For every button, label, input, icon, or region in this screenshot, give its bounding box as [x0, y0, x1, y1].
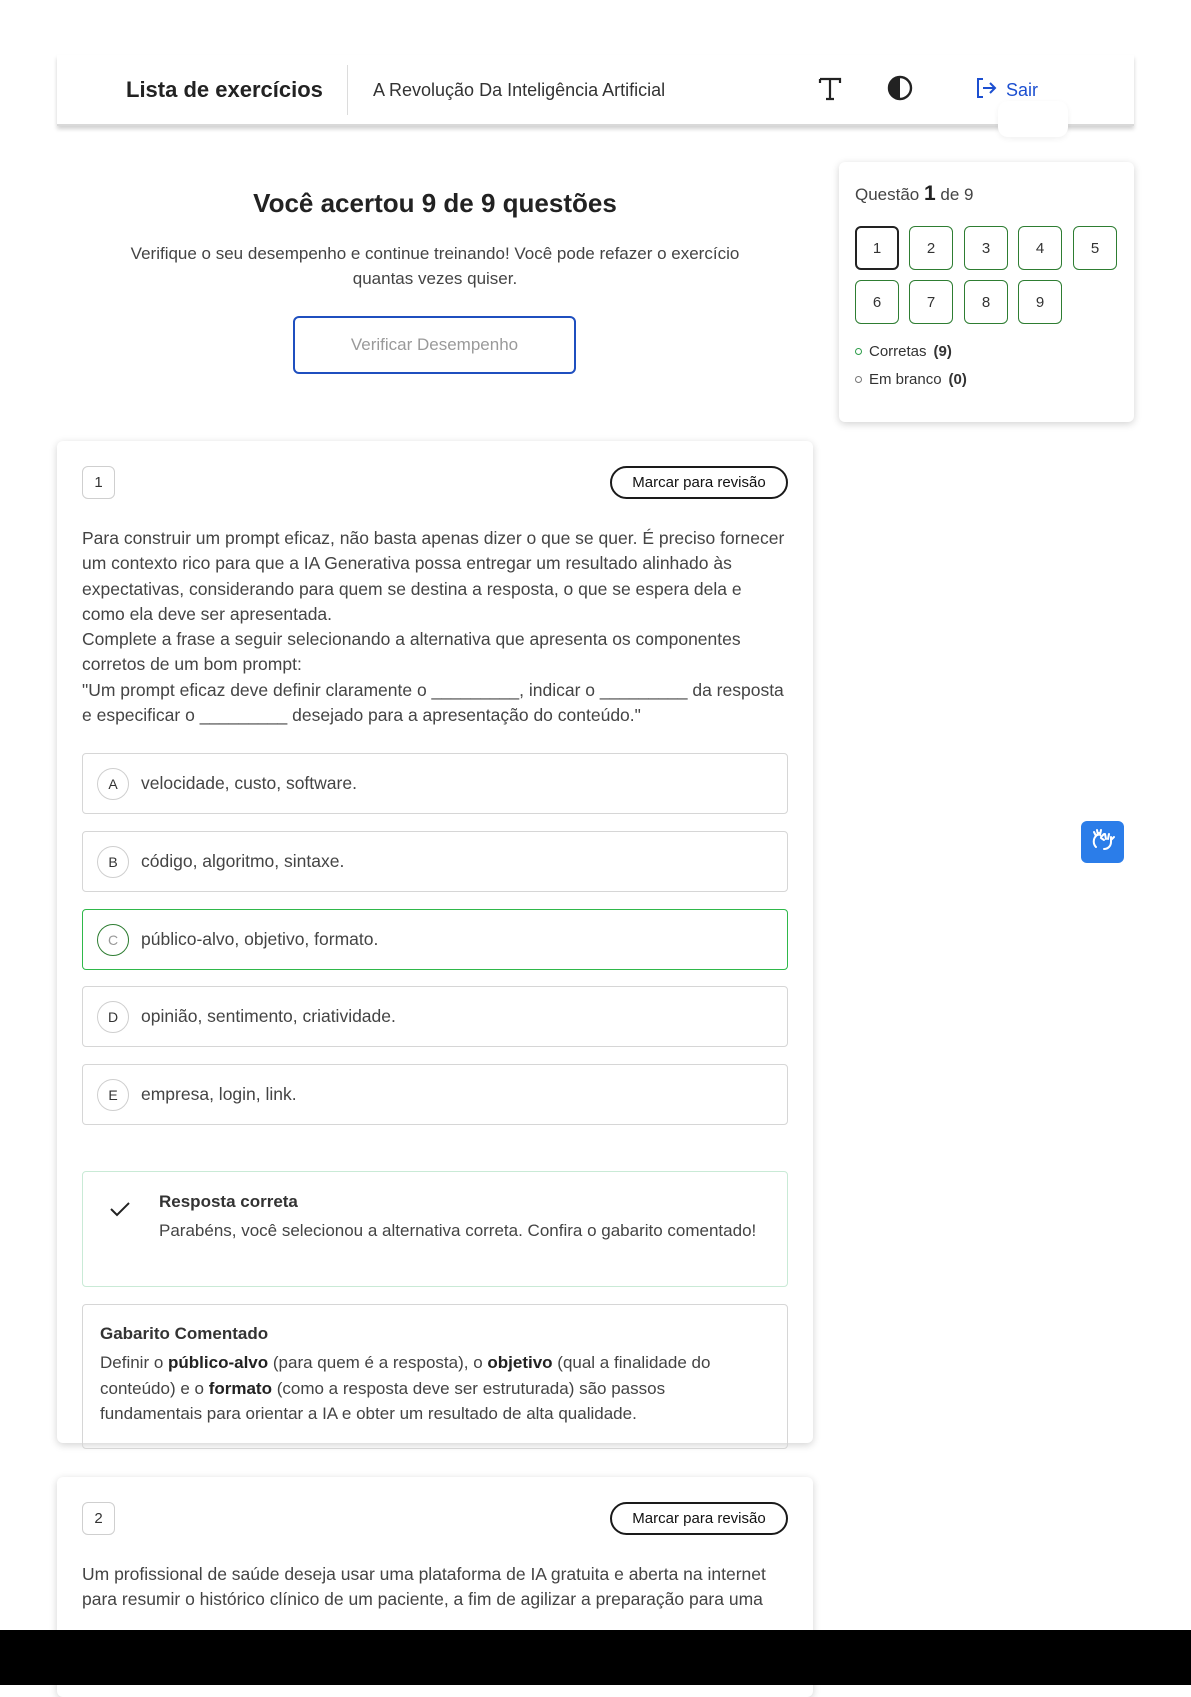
question-link-4[interactable]: 4 [1018, 226, 1062, 270]
option-text: código, algoritmo, sintaxe. [141, 851, 345, 871]
option-letter: C [97, 924, 129, 956]
question-link-8[interactable]: 8 [964, 280, 1008, 324]
legend-blank: Em branco (0) [855, 371, 967, 388]
option-d[interactable] [82, 986, 788, 1047]
option-text: público-alvo, objetivo, formato. [141, 929, 379, 949]
result-title: Você acertou 9 de 9 questões [253, 188, 617, 218]
mark-for-review-button[interactable]: Marcar para revisão [610, 466, 788, 499]
mark-for-review-button[interactable]: Marcar para revisão [610, 1502, 788, 1535]
app-title: Lista de exercícios [126, 77, 323, 102]
top-header [57, 55, 1134, 126]
stem-paragraph: Para construir um prompt eficaz, não basta apenas dizer o que se quer. É preciso fornecer um contexto rico para que a IA Generativa possa entregar um resultado alinhado às expectativas, considerando para quem se destina a resposta, o que se espera dela e como ela deve ser apresentada. [82, 528, 785, 624]
correct-dot-icon [855, 348, 862, 355]
option-text: opinião, sentimento, criatividade. [141, 1006, 396, 1026]
option-a[interactable] [82, 753, 788, 814]
answer-key-title: Gabarito Comentado [100, 1324, 269, 1343]
sign-language-button[interactable] [1081, 821, 1124, 863]
stem-paragraph: "Um prompt eficaz deve definir claramente o _________, indicar o _________ da resposta e especificar o _________ desejado para a apresentação do conteúdo." [82, 679, 784, 726]
option-b[interactable] [82, 831, 788, 892]
current-question-number: 1 [924, 182, 936, 205]
navigator-heading: Questão 1 de 9 [855, 182, 974, 205]
option-letter: B [97, 846, 129, 878]
font-size-icon[interactable] [815, 73, 845, 103]
contrast-icon[interactable] [885, 73, 915, 103]
stem-paragraph: Complete a frase a seguir selecionando a alternativa que apresenta os componentes corretos de um bom prompt: [82, 629, 741, 675]
header-popover [998, 101, 1068, 137]
option-letter: A [97, 768, 129, 800]
option-letter: D [97, 1001, 129, 1033]
question-link-6[interactable]: 6 [855, 280, 899, 324]
question-stem [82, 1562, 788, 1613]
option-letter: E [97, 1079, 129, 1111]
question-link-1[interactable]: 1 [855, 226, 899, 270]
answer-key-text: Definir o público-alvo (para quem é a resposta), o objetivo (qual a finalidade do conteúdo) e o formato (como a resposta deve ser estruturada) são passos fundamentais para orientar a IA e obter um resultado de alta qualidade. [100, 1353, 711, 1423]
question-link-9[interactable]: 9 [1018, 280, 1062, 324]
logout-icon [974, 76, 998, 105]
answer-key-box [82, 1304, 788, 1449]
sign-language-icon [1090, 827, 1116, 858]
question-link-7[interactable]: 7 [909, 280, 953, 324]
feedback-title: Resposta correta [159, 1192, 298, 1211]
question-stem [82, 526, 788, 728]
option-e[interactable] [82, 1064, 788, 1125]
question-link-2[interactable]: 2 [909, 226, 953, 270]
logout-label: Sair [1006, 79, 1039, 100]
stem-paragraph: Um profissional de saúde deseja usar uma plataforma de IA gratuita e aberta na internet para resumir o histórico clínico de um paciente, a fim de agilizar a preparação para uma [82, 1564, 766, 1610]
bottom-bar [0, 1630, 1191, 1685]
question-navigator [839, 162, 1134, 422]
legend-correct: Corretas (9) [855, 343, 952, 360]
header-divider [347, 65, 348, 115]
course-title: A Revolução Da Inteligência Artificial [373, 80, 666, 100]
option-text: empresa, login, link. [141, 1084, 297, 1104]
feedback-text: Parabéns, você selecionou a alternativa correta. Confira o gabarito comentado! [159, 1221, 757, 1240]
question-card-1 [57, 441, 813, 1443]
blank-dot-icon [855, 376, 862, 383]
question-link-5[interactable]: 5 [1073, 226, 1117, 270]
check-icon [109, 1200, 131, 1223]
option-text: velocidade, custo, software. [141, 773, 357, 793]
result-description: Verifique o seu desempenho e continue treinando! Você pode refazer o exercício quantas vezes quiser. [130, 244, 740, 288]
question-number: 2 [82, 1502, 115, 1535]
question-link-3[interactable]: 3 [964, 226, 1008, 270]
check-performance-button[interactable]: Verificar Desempenho [293, 316, 576, 374]
option-c[interactable] [82, 909, 788, 970]
question-number: 1 [82, 466, 115, 499]
feedback-box [82, 1171, 788, 1287]
